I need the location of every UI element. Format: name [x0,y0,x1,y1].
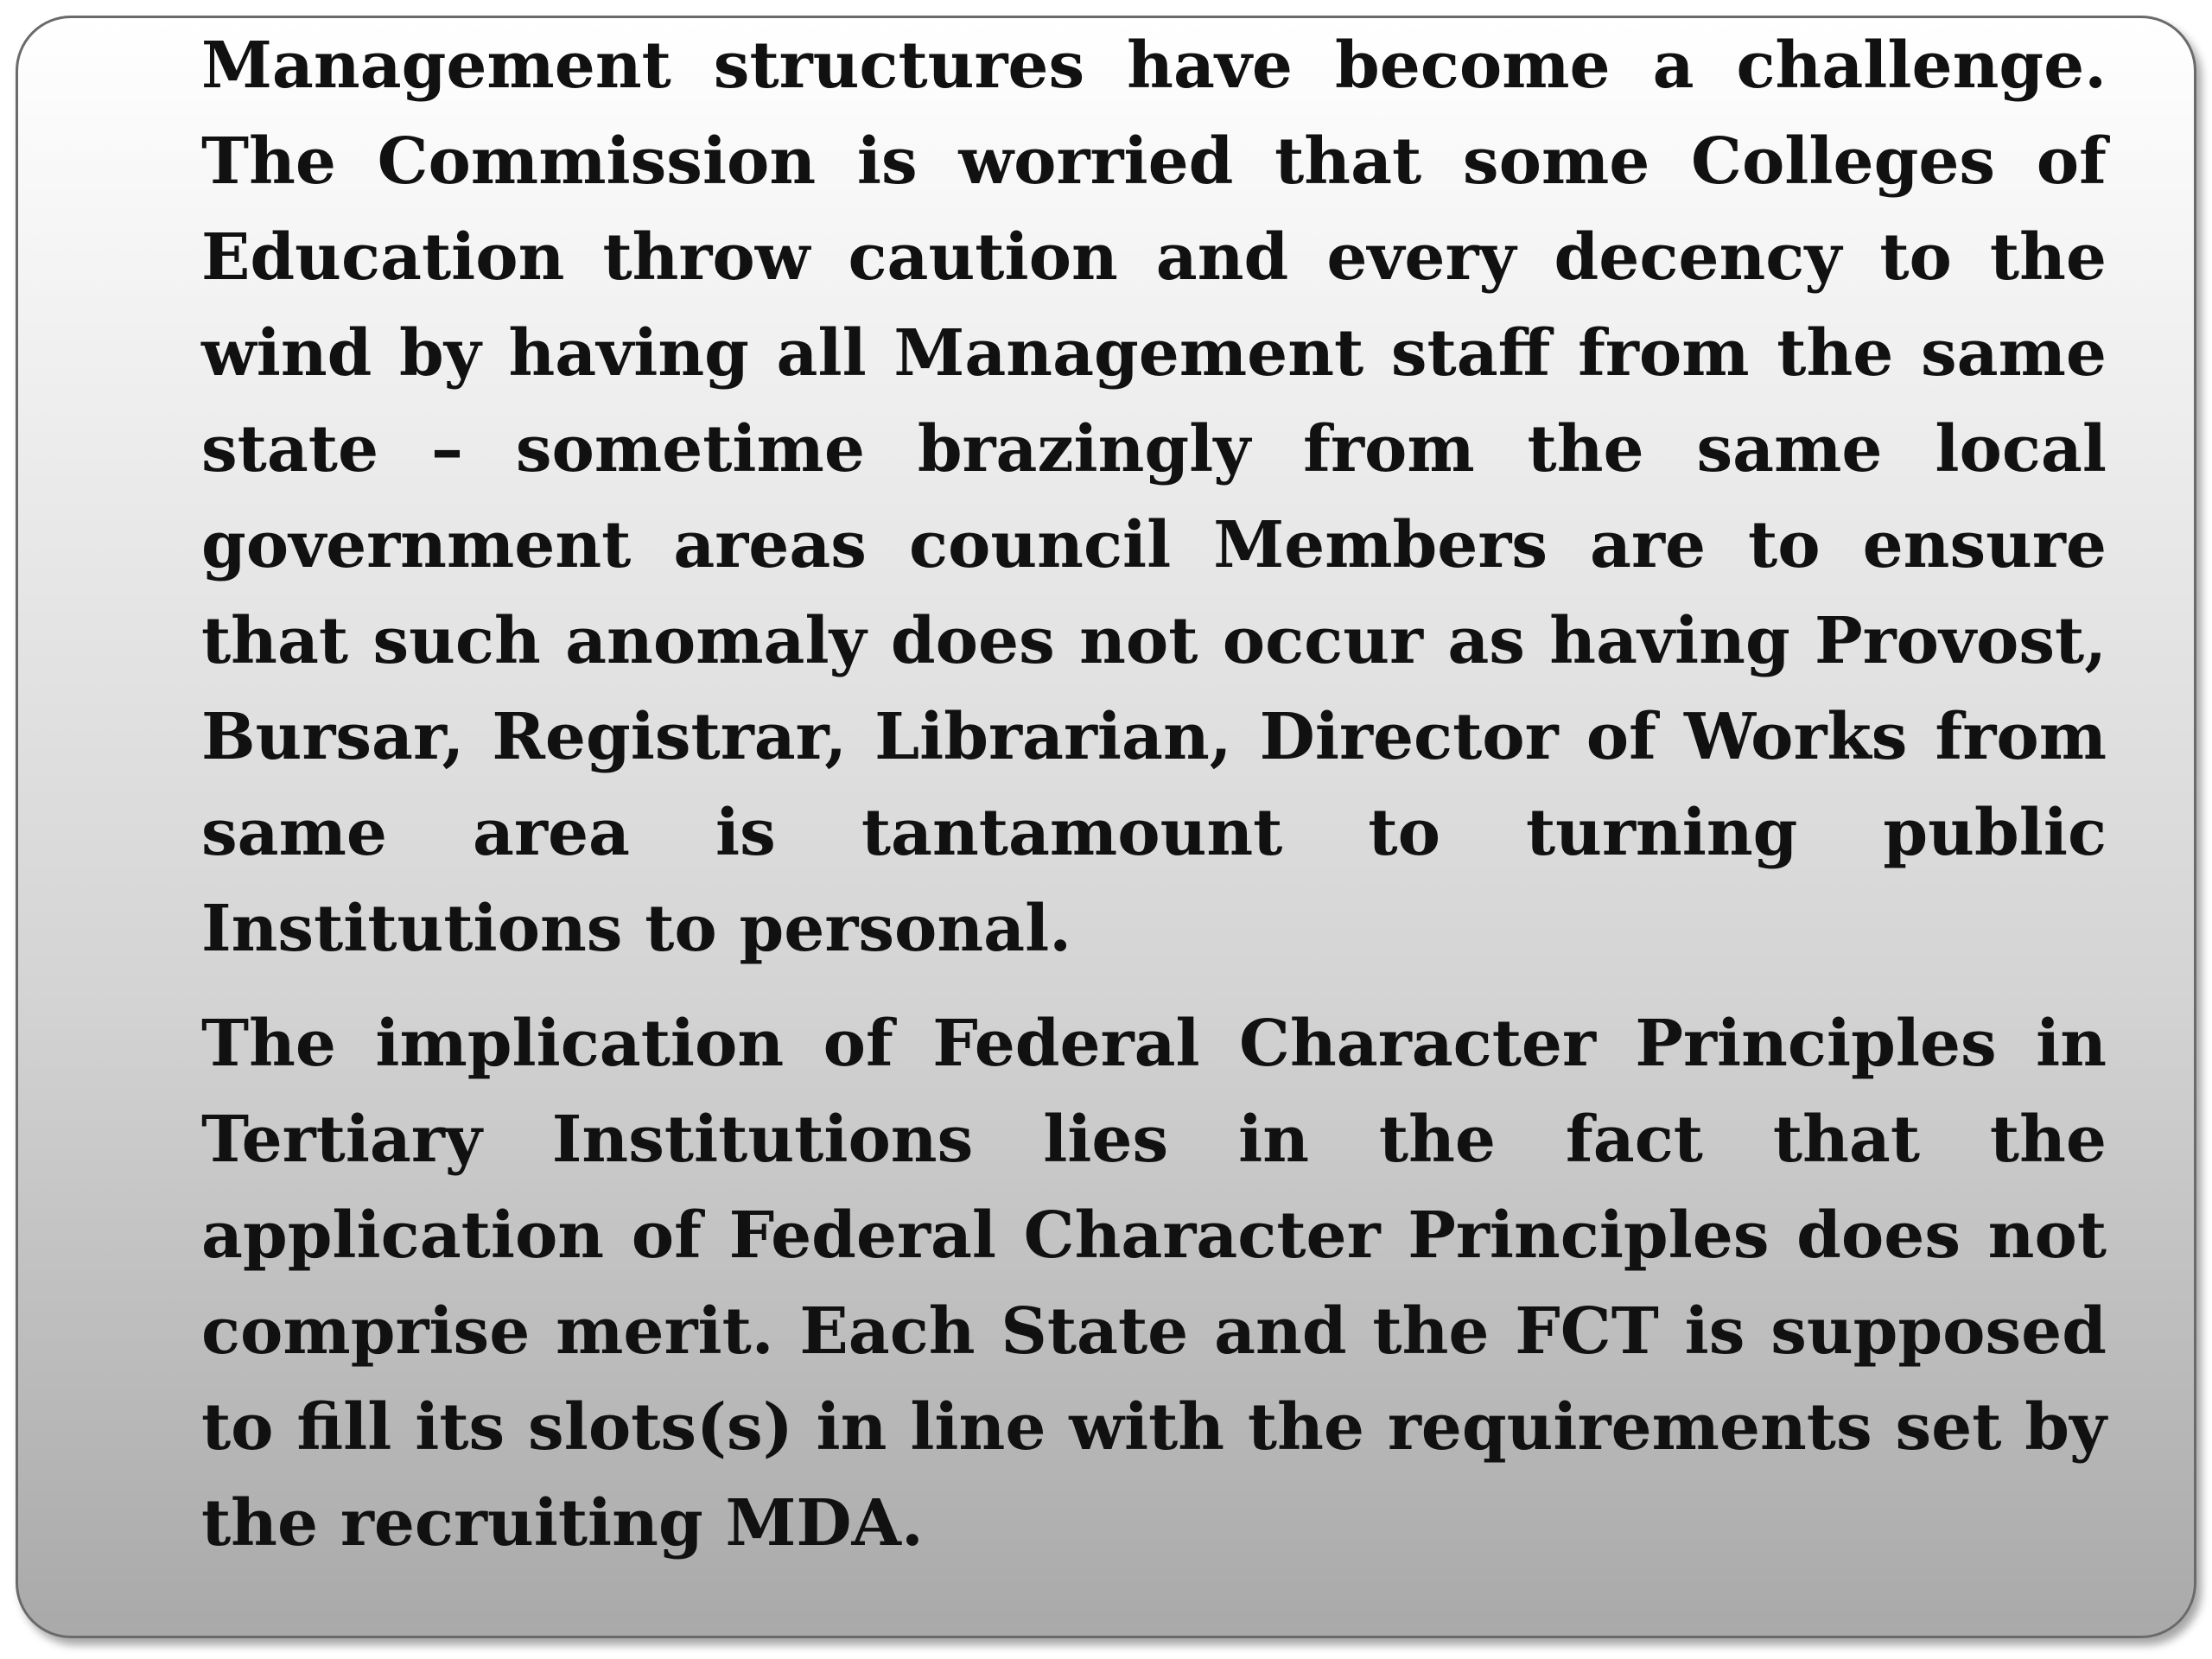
paragraph-federal-character: The implication of Federal Character Principles in Tertiary Institutions lies in the fact that the application of Federal Character Principles does not comprise merit. Each State and the FCT is supposed to fill its slots(s) in line with the requirements set by the recruiting MDA. [201,1007,2107,1560]
slide-panel [16,16,2196,1638]
slide-body [201,18,2107,1572]
paragraph-management-structures: Management structures have become a challenge. The Commission is worried that some Colleges of Education throw caution and every decency to the wind by having all Management staff from the same state – sometime brazingly from the same local government areas council Members are to ensure that such anomaly does not occur as having Provost, Bursar, Registrar, Librarian, Director of Works from same area is tantamount to turning public Institutions to personal. [201,29,2107,966]
